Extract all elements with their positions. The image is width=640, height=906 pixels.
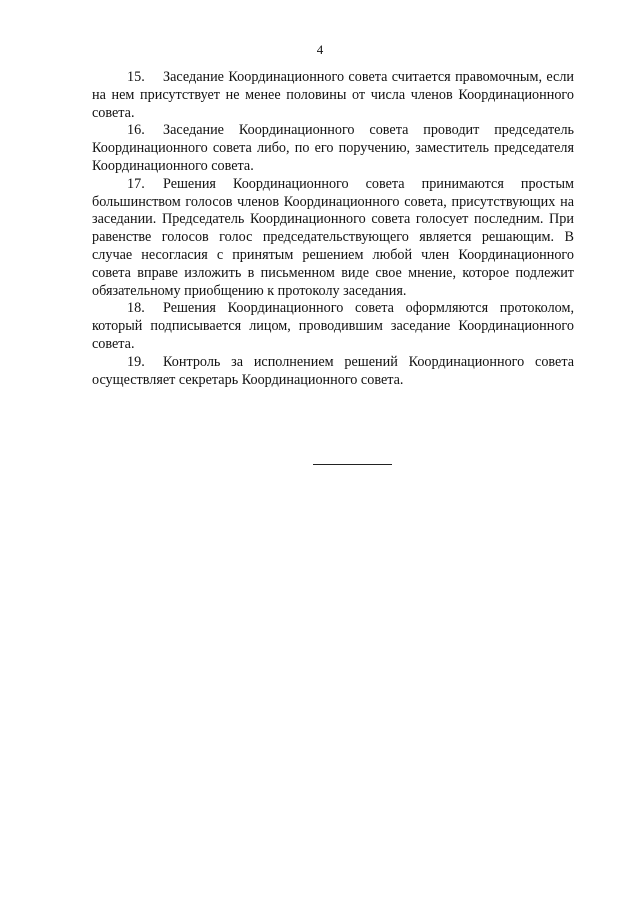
document-body	[92, 69, 574, 389]
paragraph-text: Заседание Координационного совета проводит председатель Координационного совета либо, по его поручению, заместитель председателя Координационного совета.	[92, 122, 574, 174]
paragraph-text: Заседание Координационного совета считается правомочным, если на нем присутствует не менее половины от числа членов Координационного совета.	[92, 69, 574, 121]
paragraph-text: Контроль за исполнением решений Координационного совета осуществляет секретарь Координационного совета.	[92, 353, 574, 388]
paragraph-15	[92, 69, 574, 122]
paragraph-19	[92, 354, 574, 390]
paragraph-number: 16.	[127, 122, 145, 139]
page-number: 4	[316, 42, 324, 57]
paragraph-text: Решения Координационного совета оформляются протоколом, который подписывается лицом, проводившим заседание Координационного совета.	[92, 300, 574, 352]
paragraph-16	[92, 122, 574, 175]
paragraph-text: Решения Координационного совета принимаются простым большинством голосов членов Координационного совета, присутствующих на заседании. Председатель Координационного совета голосует последним. При равенстве голосов голос председательствующего является решающим. В случае несогласия с принятым решением любой член Координационного совета вправе изложить в письменном виде свое мнение, которое подлежит обязательному приобщению к протоколу заседания.	[92, 175, 574, 299]
paragraph-number: 19.	[127, 353, 145, 370]
paragraph-18	[92, 300, 574, 353]
end-of-document-rule	[313, 464, 392, 465]
paragraph-number: 15.	[127, 69, 145, 85]
paragraph-17	[92, 176, 574, 301]
paragraph-number: 17.	[127, 175, 145, 192]
paragraph-number: 18.	[127, 300, 145, 317]
